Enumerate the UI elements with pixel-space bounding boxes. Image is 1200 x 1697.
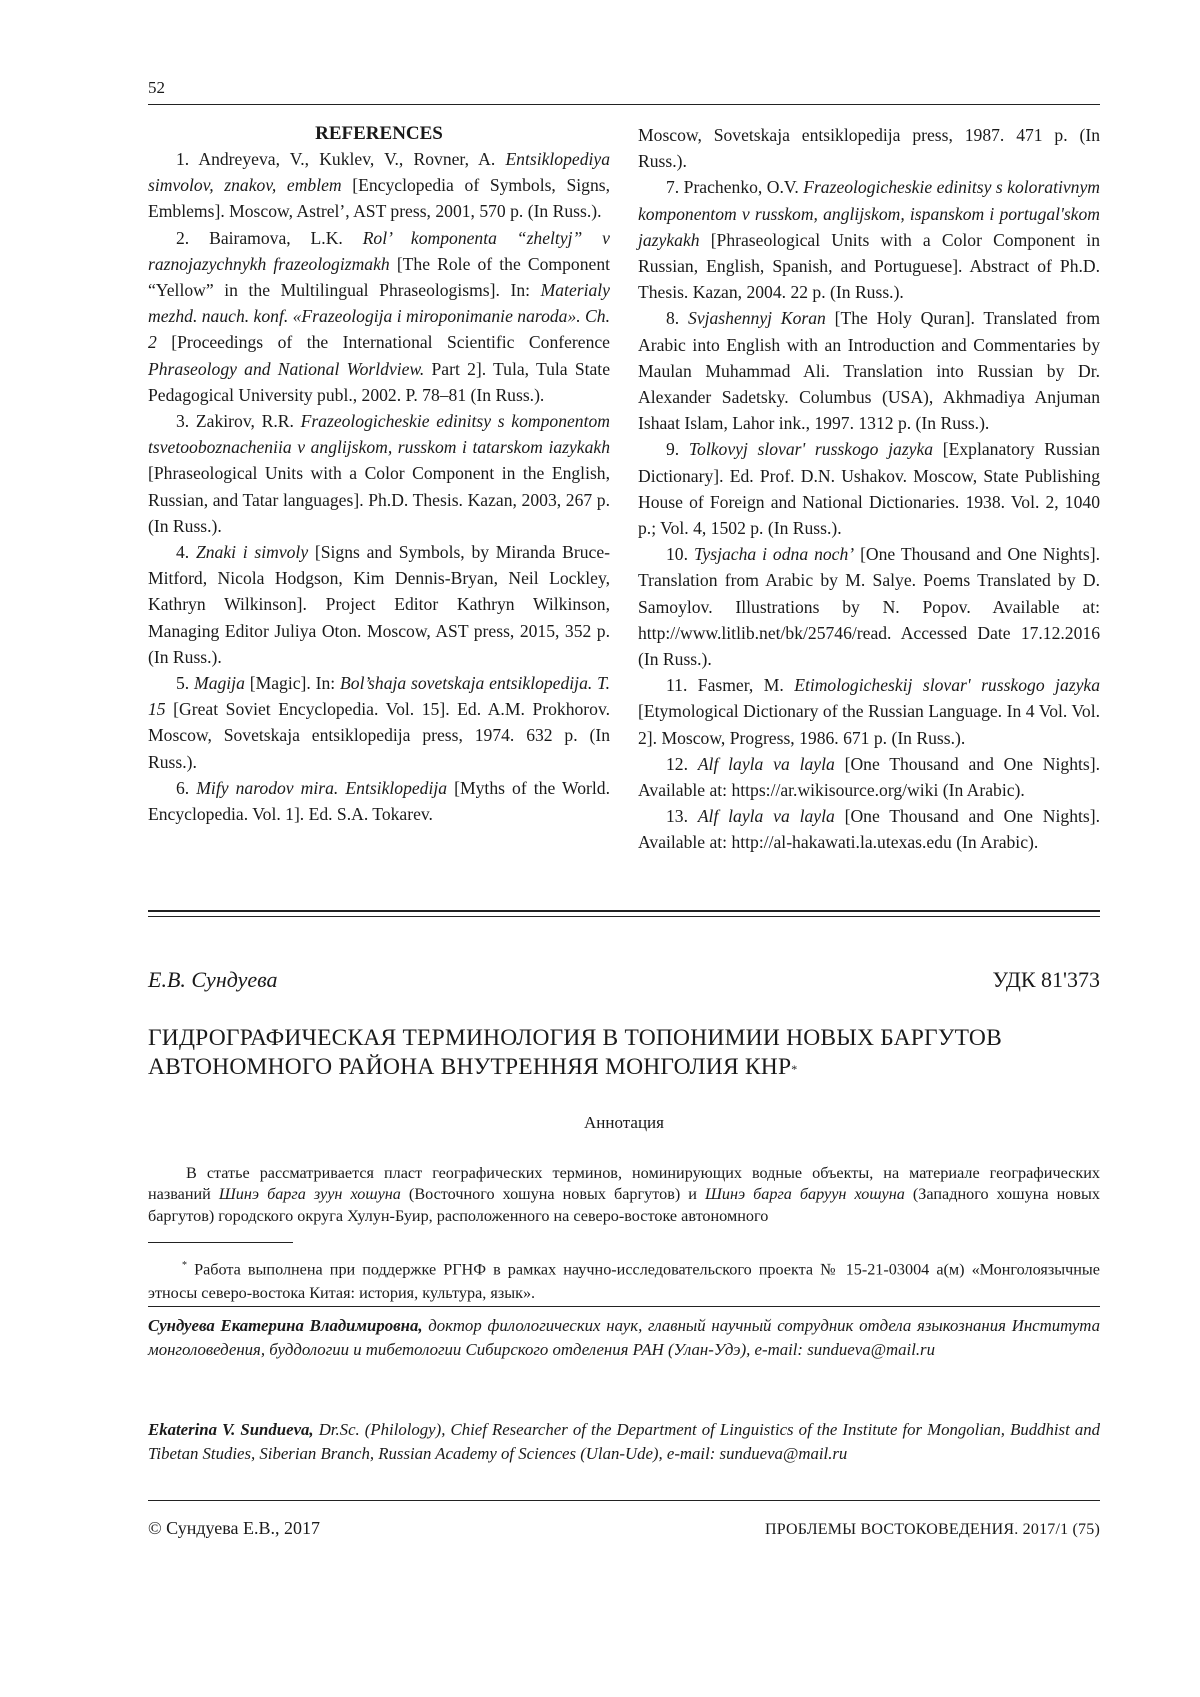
text-run: Entsiklopediya simvolov, znakov, emblem xyxy=(148,149,610,196)
footnote-mark: * xyxy=(182,1260,187,1271)
text-run: Magija xyxy=(194,673,245,694)
author-bio-english xyxy=(148,1418,1100,1466)
text-run: 9. xyxy=(666,439,689,460)
footnote xyxy=(148,1254,1100,1305)
text-run: [Encyclopedia of Symbols, Signs, Emblems]. Moscow, Astrel’, AST press, 2001, 570 p. (In Russ.). xyxy=(148,175,610,222)
reference-item xyxy=(148,225,610,408)
reference-item xyxy=(638,174,1100,305)
text-run: Alf layla va layla xyxy=(697,806,835,827)
text-run: (Восточного хошуна новых баргутов) и xyxy=(400,1185,705,1204)
text-run: Znaki i simvoly xyxy=(195,542,309,563)
section-divider-bottom xyxy=(148,916,1100,917)
reference-item xyxy=(148,775,610,827)
text-run: Шинэ барга зуун хошуна xyxy=(218,1185,401,1204)
article-author: Е.В. Сундуева xyxy=(148,967,278,992)
references-heading: REFERENCES xyxy=(315,123,443,144)
reference-item xyxy=(148,539,610,670)
title-line-1: ГИДРОГРАФИЧЕСКАЯ ТЕРМИНОЛОГИЯ В ТОПОНИМИИ НОВЫХ БАРГУТОВ xyxy=(148,1025,1002,1051)
text-run: [One Thousand and One Nights]. Translation from Arabic by M. Salye. Poems Translated by D. Samoylov. Illustrations by N. Popov. Available at: http://www.litlib.net/bk/25746/read. Accessed Date 17.12.2016 (In Russ.). xyxy=(638,544,1100,670)
footer-rule xyxy=(148,1500,1100,1501)
text-run: [Phraseological Units with a Color Component in the English, Russian, and Tatar languages]. Ph.D. Thesis. Kazan, 2003, 267 p. (In Russ.). xyxy=(148,463,610,536)
text-run: 5. xyxy=(176,673,195,694)
text-run: Mify narodov mira. Entsiklopedija xyxy=(196,777,448,798)
reference-item xyxy=(638,672,1100,751)
text-run: 8. xyxy=(666,308,689,329)
title-line-2-text: АВТОНОМНОГО РАЙОНА ВНУТРЕННЯЯ МОНГОЛИЯ КНР xyxy=(148,1054,792,1080)
reference-item xyxy=(638,803,1100,855)
text-run: Dr.Sc. (Philology), Chief Researcher of the Department of Linguistics of the Institute for Mongolian, Buddhist and Tibetan Studies, Siberian Branch, Russian Academy of Sciences (Ulan-Ude), e-mail: sundueva@mail.ru xyxy=(148,1420,1100,1463)
text-run: 3. Zakirov, R.R. xyxy=(176,411,301,432)
text-run: [One Thousand and One Nights]. Available at: https://ar.wikisource.org/wiki (In Arabic). xyxy=(638,753,1100,801)
text-run: Tolkovyj slovar' russkogo jazyka xyxy=(688,439,934,460)
reference-item xyxy=(638,751,1100,803)
text-run: [Explanatory Russian Dictionary]. Ed. Prof. D.N. Ushakov. Moscow, State Publishing House of Foreign and National Dictionaries. 1938. Vol. 2, 1040 p.; Vol. 4, 1502 p. (In Russ.). xyxy=(638,439,1100,539)
reference-item xyxy=(148,146,610,225)
article-title xyxy=(148,1024,1100,1082)
text-run: Phraseology and National Worldview. xyxy=(148,358,425,379)
title-line-2 xyxy=(148,1053,1100,1082)
text-run: 2. Bairamova, L.K. xyxy=(176,227,363,248)
text-run: 4. xyxy=(176,542,196,563)
text-run: 10. xyxy=(666,544,694,565)
udk-code: УДК 81'373 xyxy=(992,967,1100,992)
text-run: 1. Andreyeva, V., Kuklev, V., Rovner, A. xyxy=(176,149,506,169)
text-run: [Myths of the World. Encyclopedia. Vol. 1]. Ed. S.A. Tokarev. xyxy=(148,777,610,825)
text-run: [The Role of the Component “Yellow” in the Multilingual Phraseologisms]. In: xyxy=(148,253,611,301)
text-run: Frazeologicheskie edinitsy s kolorativnym komponentom v russkom, anglijskom, ispanskom i portugal'skom jazykakh xyxy=(638,177,1100,250)
text-run: 7. Prachenko, O.V. xyxy=(666,177,804,198)
text-run: Tysjacha i odna noch’ xyxy=(693,544,855,565)
references-right-column xyxy=(638,122,1100,856)
text-run: (Западного хошуна новых баргутов) городского округа Хулун-Буир, расположенного на северо-востоке автономного xyxy=(148,1185,1100,1225)
abstract-text xyxy=(148,1163,1100,1227)
reference-item xyxy=(638,541,1100,672)
text-run: [Etymological Dictionary of the Russian Language. In 4 Vol. Vol. 2]. Moscow, Progress, 1986. 671 p. (In Russ.). xyxy=(638,701,1100,748)
text-run: В статье рассматривается пласт географических терминов, номинирующих водные объекты, на материале географических названий xyxy=(148,1164,1100,1204)
text-run: 6. xyxy=(176,777,197,798)
text-run: 11. Fasmer, M. xyxy=(666,675,795,696)
bio-rule xyxy=(148,1306,1100,1307)
text-run: 12. xyxy=(666,753,698,774)
section-divider-top xyxy=(148,910,1100,912)
reference-item xyxy=(148,408,610,539)
text-run: Materialy mezhd. nauch. konf. «Frazeologija i miroponimanie naroda». Ch. 2 xyxy=(148,280,610,353)
text-run: [One Thousand and One Nights]. Available at: http://al-hakawati.la.utexas.edu (In Arabic). xyxy=(638,806,1100,853)
author-bio-russian xyxy=(148,1314,1100,1362)
text-run: Etimologicheskij slovar' russkogo jazyka xyxy=(794,675,1100,696)
text-run: доктор филологических наук, главный научный сотрудник отдела языкознания Института монголоведения, буддологии и тибетологии Сибирского отделения РАН (Улан-Удэ), e-mail: sundueva@mail.ru xyxy=(148,1316,1100,1359)
copyright: © Сундуева Е.В., 2017 xyxy=(148,1518,321,1538)
page-number: 52 xyxy=(148,78,165,97)
text-run: Frazeologicheskie edinitsy s komponentom tsvetooboznacheniia v anglijskom, russkom i tatarskom iazykakh xyxy=(148,411,610,458)
text-run: Alf layla va layla xyxy=(697,753,835,774)
text-run: Bol’shaja sovetskaja entsiklopedija. T. 15 xyxy=(148,673,610,720)
reference-item xyxy=(638,436,1100,541)
footnote-text: Работа выполнена при поддержке РГНФ в рамках научно-исследовательского проекта № 15-21-03004 а(м) «Монголоязычные этносы северо-востока Китая: история, культура, язык». xyxy=(148,1260,1100,1303)
text-run: 13. xyxy=(666,806,698,827)
title-footnote-mark: * xyxy=(791,1062,798,1076)
annotation-label: Аннотация xyxy=(584,1113,664,1132)
text-run: [Magic]. In: xyxy=(244,673,341,694)
text-run: [The Holy Quran]. Translated from Arabic into English with an Introduction and Commentaries by Maulan Muhammad Ali. Translation into Russian by Dr. Alexander Sadetsky. Columbus (USA), Akhmadiya Anjuman Ishaat Islam, Lahor ink., 1997. 1312 p. (In Russ.). xyxy=(638,308,1101,434)
reference-item xyxy=(638,122,1100,174)
text-run: Rol’ komponenta “zheltyj” v raznojazychnykh frazeologizmakh xyxy=(148,227,610,274)
text-run: Шинэ барга баруун хошуна xyxy=(704,1185,905,1204)
text-run: Сундуева Екатерина Владимировна, xyxy=(148,1316,423,1335)
references-list-left xyxy=(148,146,610,827)
text-run: [Signs and Symbols, by Miranda Bruce-Mitford, Nicola Hodgson, Kim Dennis-Bryan, Neil Lockley, Kathryn Wilkinson]. Project Editor Kathryn Wilkinson, Managing Editor Juliya Oton. Moscow, AST press, 2015, 352 p. (In Russ.). xyxy=(148,542,610,667)
text-run: [Proceedings of the International Scientific Conference xyxy=(156,332,610,353)
text-run: Ekaterina V. Sundueva, xyxy=(148,1420,314,1439)
text-run: Part 2]. Tula, Tula State Pedagogical University publ., 2002. P. 78–81 (In Russ.). xyxy=(148,358,611,405)
text-run: Svjashennyj Koran xyxy=(688,308,826,329)
journal-name: ПРОБЛЕМЫ ВОСТОКОВЕДЕНИЯ. 2017/1 (75) xyxy=(764,1521,1100,1538)
reference-item xyxy=(148,670,610,775)
reference-item xyxy=(638,305,1100,436)
text-run: [Phraseological Units with a Color Component in Russian, English, Spanish, and Portuguese]. Abstract of Ph.D. Thesis. Kazan, 2004. 22 p. (In Russ.). xyxy=(638,229,1100,303)
text-run: [Great Soviet Encyclopedia. Vol. 15]. Ed. A.M. Prokhorov. Moscow, Sovetskaja entsiklopedija press, 1974. 632 p. (In Russ.). xyxy=(148,699,610,772)
header-rule xyxy=(148,104,1100,105)
text-run: Moscow, Sovetskaja entsiklopedija press, 1987. 471 p. (In Russ.). xyxy=(638,125,1100,172)
references-list-right xyxy=(638,122,1100,856)
footnote-rule xyxy=(148,1242,293,1243)
references-left-column xyxy=(148,122,610,827)
